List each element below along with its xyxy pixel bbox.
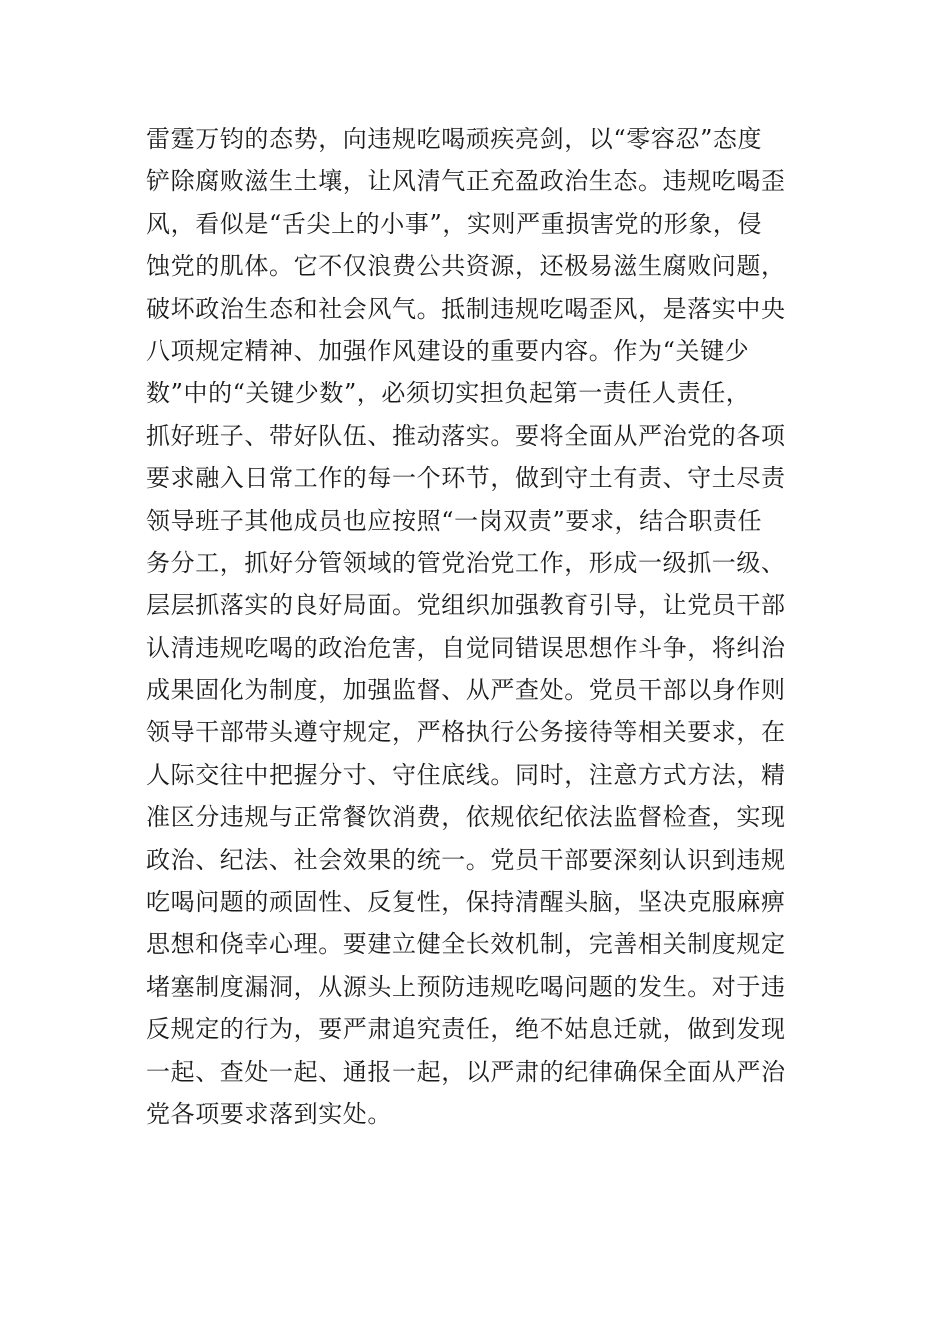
text-line: 八项规定精神、加强作风建设的重要内容。作为“关键少 (146, 336, 750, 365)
text-line: 雷霆万钧的态势，向违规吃喝顽疾亮剑，以“零容忍”态度 (146, 125, 763, 153)
text-line: 政治、纪法、社会效果的统一。党员干部要深刻认识到违规 (146, 845, 786, 874)
text-line: 吃喝问题的顽固性、反复性，保持清醒头脑，坚决克服麻痹 (146, 888, 786, 917)
text-line: 风，看似是“舌尖上的小事”，实则严重损害党的形象，侵 (146, 209, 763, 238)
text-line: 领导班子其他成员也应按照“一岗双责”要求，结合职责任 (146, 506, 763, 535)
text-line: 成果固化为制度，加强监督、从严查处。党员干部以身作则 (146, 676, 786, 705)
text-line: 铲除腐败滋生土壤，让风清气正充盈政治生态。违规吃喝歪 (146, 167, 786, 196)
text-line: 认清违规吃喝的政治危害，自觉同错误思想作斗争，将纠治 (146, 633, 786, 662)
text-line: 堵塞制度漏洞，从源头上预防违规吃喝问题的发生。对于违 (146, 972, 786, 1001)
text-line: 党各项要求落到实处。 (146, 1099, 392, 1128)
text-line: 数”中的“关键少数”，必须切实担负起第一责任人责任， (146, 379, 751, 408)
text-line: 破坏政治生态和社会风气。抵制违规吃喝歪风，是落实中央 (146, 294, 786, 323)
text-line: 人际交往中把握分寸、守住底线。同时，注意方式方法，精 (146, 760, 786, 789)
text-line: 抓好班子、带好队伍、推动落实。要将全面从严治党的各项 (146, 421, 786, 450)
text-line: 准区分违规与正常餐饮消费，依规依纪依法监督检查，实现 (146, 803, 786, 832)
text-line: 反规定的行为，要严肃追究责任，绝不姑息迁就，做到发现 (146, 1015, 786, 1044)
text-line: 务分工，抓好分管领域的管党治党工作，形成一级抓一级、 (146, 548, 786, 577)
text-line: 一起、查处一起、通报一起，以严肃的纪律确保全面从严治 (146, 1057, 786, 1086)
text-line: 思想和侥幸心理。要建立健全长效机制，完善相关制度规定 (146, 930, 786, 959)
text-line: 蚀党的肌体。它不仅浪费公共资源，还极易滋生腐败问题， (146, 252, 786, 281)
text-line: 层层抓落实的良好局面。党组织加强教育引导，让党员干部 (146, 591, 786, 620)
text-line: 要求融入日常工作的每一个环节，做到守土有责、守土尽责 (146, 464, 786, 493)
body-text (146, 118, 826, 1135)
text-line: 领导干部带头遵守规定，严格执行公务接待等相关要求，在 (146, 718, 786, 747)
